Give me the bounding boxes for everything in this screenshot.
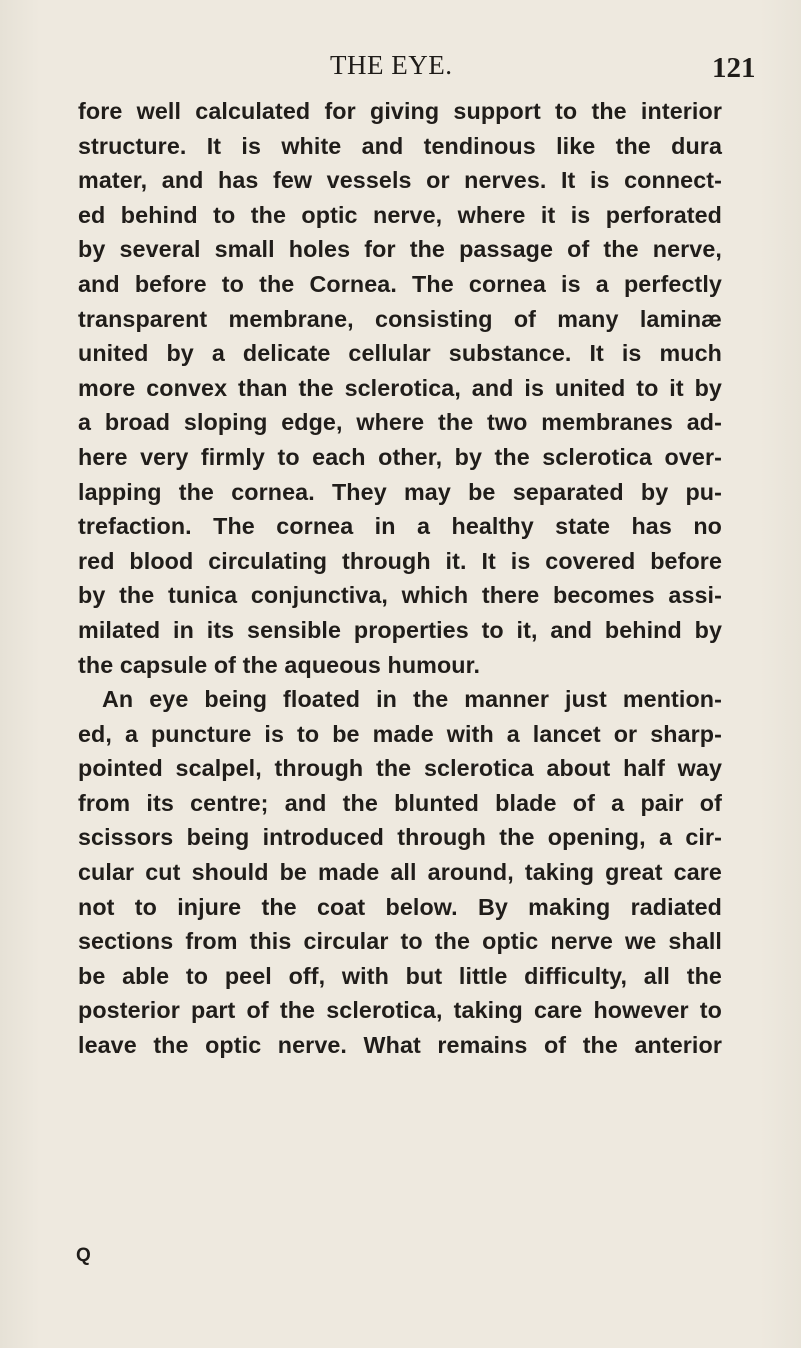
text-line: structure. It is white and tendinous like the dura: [78, 132, 722, 159]
text-line: trefaction. The cornea in a healthy state has no: [78, 513, 722, 540]
text-line: a broad sloping edge, where the two membranes ad-: [78, 409, 722, 436]
text-line: by the tunica conjunctiva, which there becomes assi-: [78, 582, 722, 609]
text-line: leave the optic nerve. What remains of the anterior: [78, 1032, 722, 1059]
text-line: ed behind to the optic nerve, where it is perforated: [78, 201, 722, 228]
text-line: from its centre; and the blunted blade of a pair of: [78, 789, 722, 816]
text-line: posterior part of the sclerotica, taking care however to: [78, 997, 722, 1024]
body-text: [78, 94, 722, 1063]
text-line: transparent membrane, consisting of many laminæ: [78, 305, 722, 332]
text-line: sections from this circular to the optic nerve we shall: [78, 928, 722, 955]
text-line: pointed scalpel, through the sclerotica about half way: [78, 755, 722, 782]
running-head: [0, 38, 801, 84]
text-line: here very firmly to each other, by the sclerotica over-: [78, 443, 722, 470]
text-line: and before to the Cornea. The cornea is a perfectly: [78, 270, 722, 297]
text-line: cular cut should be made all around, taking great care: [78, 859, 722, 886]
running-title: THE EYE.: [330, 50, 453, 80]
text-line: not to injure the coat below. By making radiated: [78, 893, 722, 920]
page-number: 121: [712, 52, 756, 84]
text-line: be able to peel off, with but little difficulty, all the: [78, 962, 722, 989]
paragraph-2: [78, 682, 722, 1063]
paragraph-1: [78, 94, 722, 682]
text-line: united by a delicate cellular substance. It is much: [78, 340, 722, 367]
text-line: scissors being introduced through the opening, a cir-: [78, 824, 722, 851]
text-line: the capsule of the aqueous humour.: [78, 651, 481, 678]
text-line: lapping the cornea. They may be separated by pu-: [78, 478, 722, 505]
text-line: mater, and has few vessels or nerves. It is connect-: [78, 167, 722, 194]
text-line: ed, a puncture is to be made with a lancet or sharp-: [78, 720, 722, 747]
text-line: by several small holes for the passage of the nerve,: [78, 236, 722, 263]
text-line: An eye being floated in the manner just mention-: [102, 686, 722, 713]
signature-mark: Q: [76, 1245, 91, 1266]
text-line: red blood circulating through it. It is covered before: [78, 547, 722, 574]
text-line: more convex than the sclerotica, and is united to it by: [78, 374, 722, 401]
text-line: milated in its sensible properties to it, and behind by: [78, 616, 722, 643]
text-line: fore well calculated for giving support to the interior: [78, 98, 722, 124]
